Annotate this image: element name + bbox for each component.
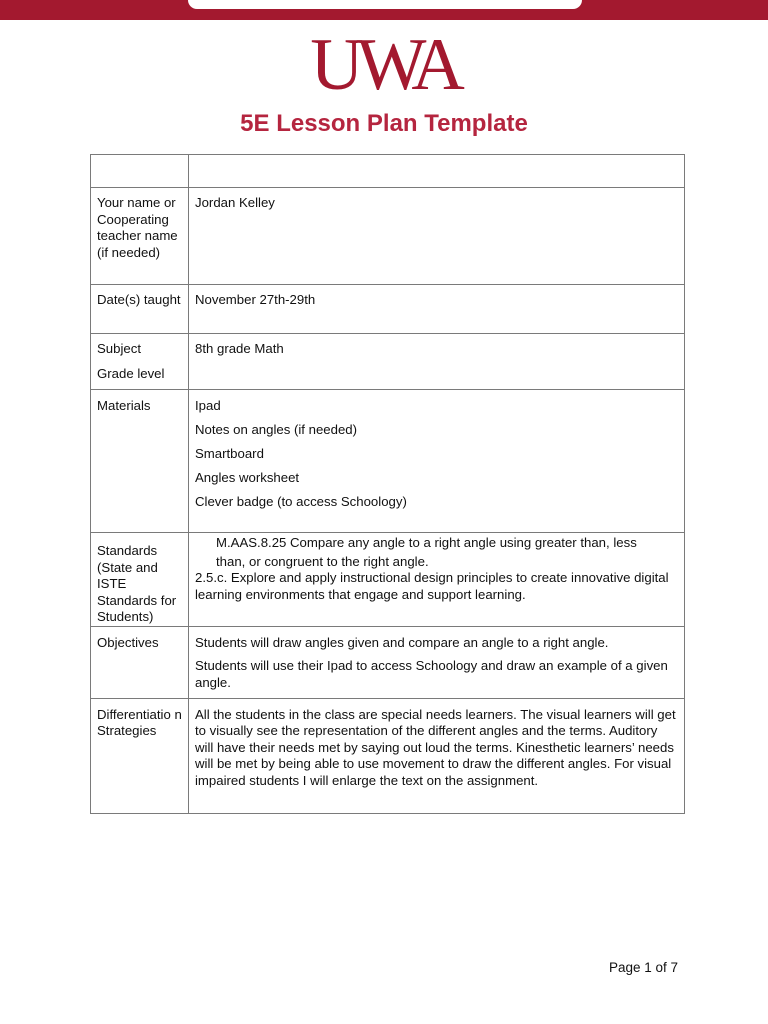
materials-item: Clever badge (to access Schoology)	[195, 494, 407, 509]
dates-value: November 27th-29th	[189, 285, 685, 334]
materials-list	[189, 390, 685, 533]
table-row-dates	[91, 285, 685, 334]
materials-item: Notes on angles (if needed)	[195, 422, 358, 437]
dates-label: Date(s) taught	[91, 285, 189, 334]
materials-item: Angles worksheet	[195, 470, 300, 485]
top-banner-tab	[188, 0, 582, 9]
standard-line: than, or congruent to the right angle.	[216, 553, 429, 569]
subject-value: 8th grade Math	[189, 334, 685, 390]
page-number: Page 1 of 7	[608, 960, 678, 975]
objectives-value	[189, 626, 685, 698]
standard-line: 2.5.c. Explore and apply instructional design principles to create innovative digital learning environments that engage and support learning.	[195, 570, 669, 602]
table-row-standards	[91, 533, 685, 627]
materials-item: Smartboard	[195, 446, 264, 461]
table-row-header	[91, 155, 685, 188]
table-row-materials	[91, 390, 685, 533]
header-value-cell	[189, 155, 685, 188]
uwa-logo: UWA	[310, 24, 458, 106]
standards-label: Standards (State and ISTE Standards for Students)	[91, 533, 189, 627]
table-row-objectives	[91, 626, 685, 698]
materials-label: Materials	[91, 390, 189, 533]
subject-label-cell	[91, 334, 189, 390]
subject-label: Subject	[97, 341, 141, 356]
standard-line: M.AAS.8.25 Compare any angle to a right angle using greater than, less	[216, 535, 637, 550]
table-row-differentiation	[91, 698, 685, 813]
grade-level-label: Grade level	[97, 365, 165, 381]
materials-item: Ipad	[195, 398, 221, 413]
header-label-cell	[91, 155, 189, 188]
standards-value	[189, 533, 685, 627]
objective-text: Students will use their Ipad to access Schoology and draw an example of a given angle.	[195, 658, 668, 690]
objectives-label: Objectives	[91, 626, 189, 698]
differentiation-label: Differentiatio n Strategies	[91, 698, 189, 813]
name-value: Jordan Kelley	[189, 188, 685, 285]
page-title: 5E Lesson Plan Template	[240, 110, 528, 137]
table-row-subject	[91, 334, 685, 390]
name-label: Your name or Cooperating teacher name (if needed)	[91, 188, 189, 285]
differentiation-value: All the students in the class are special needs learners. The visual learners will get to visually see the representation of the different angles and the terms. Auditory will have their needs met by saying out loud the terms. Kinesthetic learners’ needs will be met by being able to use movement to draw the different angles. For visual impaired students I will enlarge the text on the assignment.	[189, 698, 685, 813]
objective-text: Students will draw angles given and compare an angle to a right angle.	[195, 634, 609, 650]
table-row-name	[91, 188, 685, 285]
lesson-plan-table	[90, 154, 685, 814]
